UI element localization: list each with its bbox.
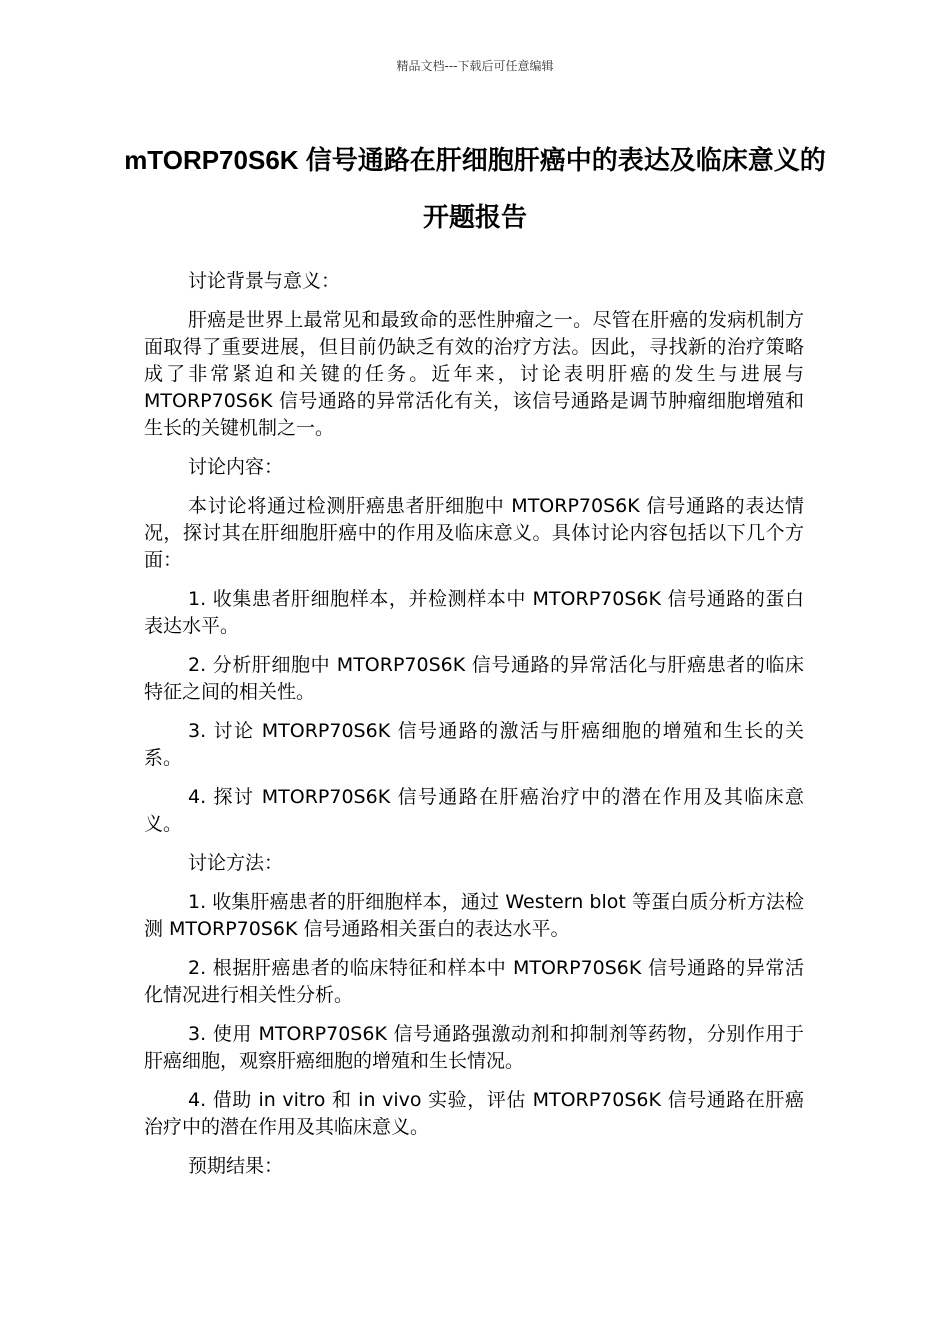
- section-heading-background: 讨论背景与意义：: [188, 270, 341, 292]
- section-heading-methods: 讨论方法：: [188, 852, 284, 874]
- method-item-4: 4. 借助 in vitro 和 in vivo 实验，评估 MTORP70S6K 信号通路在肝癌治疗中的潜在作用及其临床意义。: [144, 1089, 804, 1138]
- method-item-2: 2. 根据肝癌患者的临床特征和样本中 MTORP70S6K 信号通路的异常活化情况进行相关性分析。: [144, 957, 804, 1006]
- section-heading-expected-results: 预期结果：: [188, 1155, 284, 1177]
- content-item-3: 3. 讨论 MTORP70S6K 信号通路的激活与肝癌细胞的增殖和生长的关系。: [144, 720, 804, 769]
- document-title: mTORP70S6K 信号通路在肝细胞肝癌中的表达及临床意义的开题报告: [124, 145, 826, 232]
- section-heading-content: 讨论内容：: [188, 456, 284, 478]
- document-body: [144, 268, 804, 1192]
- content-item-4: 4. 探讨 MTORP70S6K 信号通路在肝癌治疗中的潜在作用及其临床意义。: [144, 786, 804, 835]
- paragraph-background: 肝癌是世界上最常见和最致命的恶性肿瘤之一。尽管在肝癌的发病机制方面取得了重要进展，但目前仍缺乏有效的治疗方法。因此，寻找新的治疗策略成了非常紧迫和关键的任务。近年来，讨论表明肝癌的发生与进展与 MTORP70S6K 信号通路的异常活化有关，该信号通路是调节肿瘤细胞增殖和生长的关键机制之一。: [144, 309, 804, 439]
- paragraph-content-intro: 本讨论将通过检测肝癌患者肝细胞中 MTORP70S6K 信号通路的表达情况，探讨其在肝细胞肝癌中的作用及临床意义。具体讨论内容包括以下几个方面：: [144, 495, 804, 571]
- content-item-2: 2. 分析肝细胞中 MTORP70S6K 信号通路的异常活化与肝癌患者的临床特征之间的相关性。: [144, 654, 804, 703]
- method-item-1: 1. 收集肝癌患者的肝细胞样本，通过 Western blot 等蛋白质分析方法检测 MTORP70S6K 信号通路相关蛋白的表达水平。: [144, 891, 804, 940]
- content-item-1: 1. 收集患者肝细胞样本，并检测样本中 MTORP70S6K 信号通路的蛋白表达水平。: [144, 588, 804, 637]
- header-note: 精品文档---下载后可任意编辑: [396, 59, 554, 73]
- method-item-3: 3. 使用 MTORP70S6K 信号通路强激动剂和抑制剂等药物，分别作用于肝癌细胞，观察肝癌细胞的增殖和生长情况。: [144, 1023, 804, 1072]
